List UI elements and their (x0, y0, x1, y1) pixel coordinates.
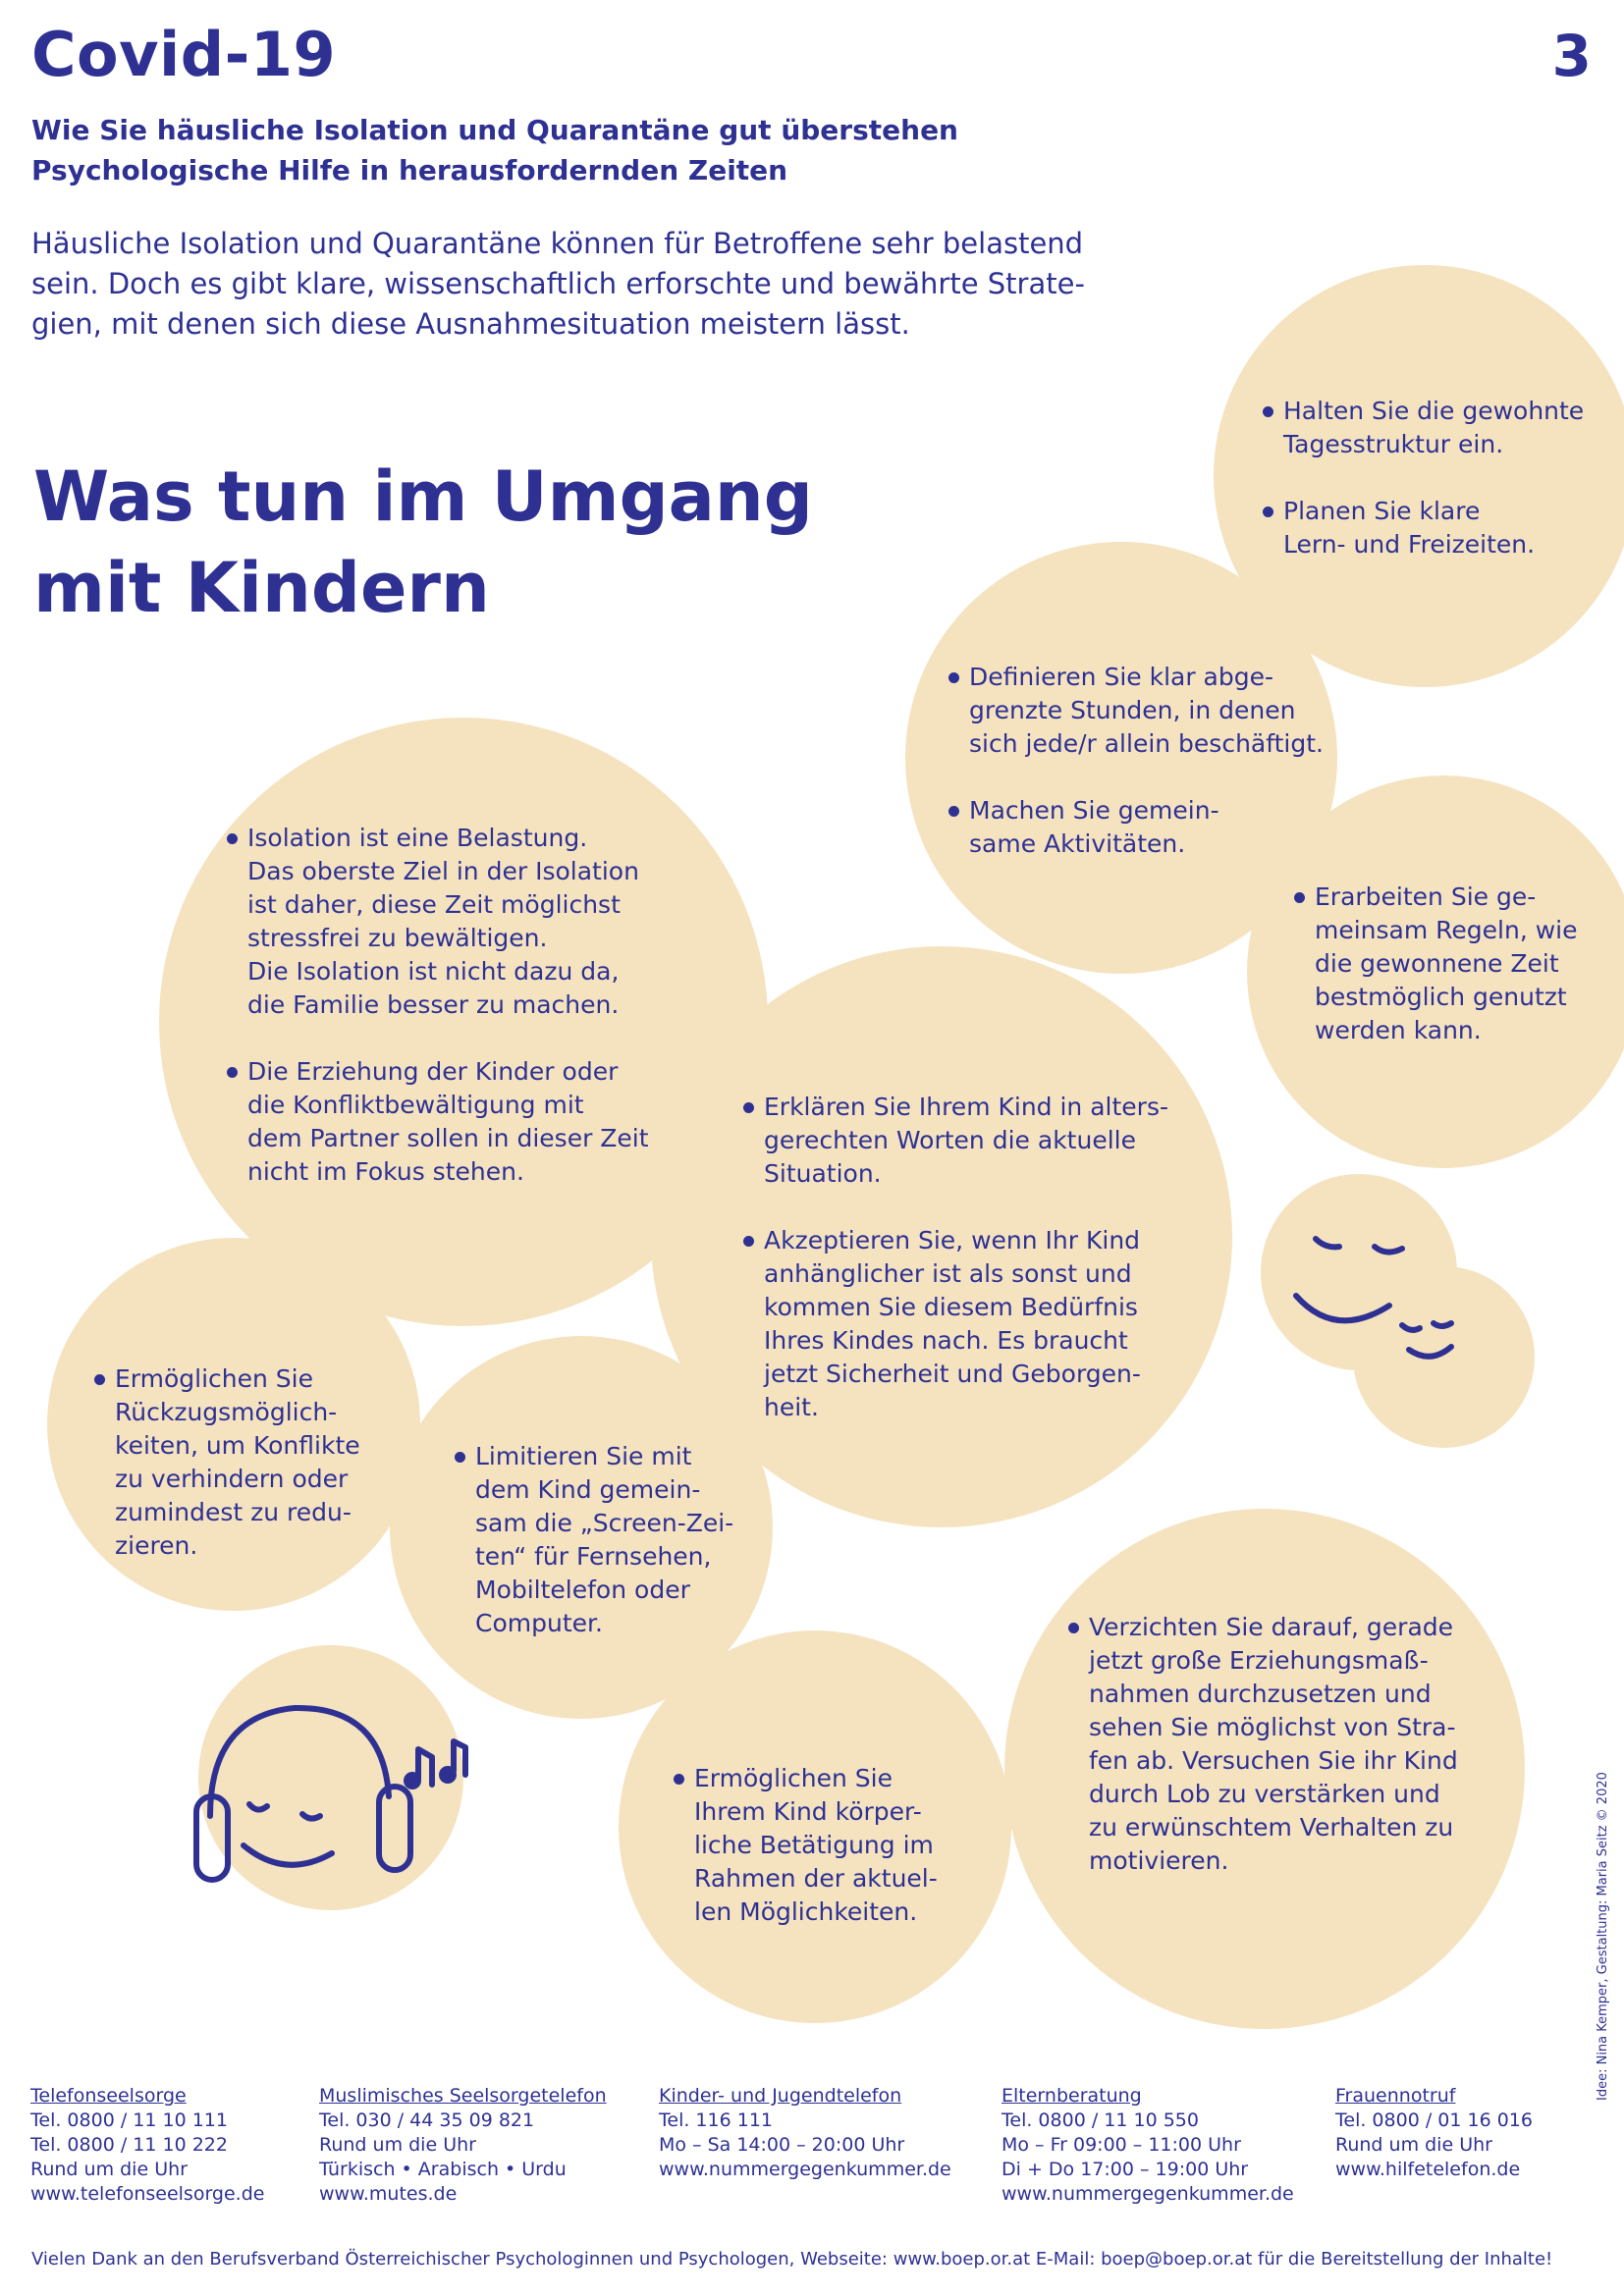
contact-line: Rund um die Uhr (1335, 2134, 1492, 2156)
item-line: Situation. (764, 1159, 882, 1188)
subtitle-secondary: Psychologische Hilfe in herausfordernden Zeiten (31, 154, 788, 187)
item-line: kommen Sie diesem Bedürfnis (764, 1293, 1138, 1321)
bubble-text-erziehung (1089, 1611, 1458, 1878)
list-item (1283, 395, 1584, 461)
item-line: Limitieren Sie mit (475, 1442, 692, 1470)
item-line: Ihres Kindes nach. Es braucht (764, 1326, 1128, 1355)
item-line: Rahmen der aktuel- (694, 1864, 938, 1893)
bubble-text-erklaeren (764, 1091, 1168, 1424)
subtitle: Wie Sie häusliche Isolation und Quarantäne gut überstehen (31, 114, 958, 146)
bullet-dot (94, 1374, 105, 1385)
item-line: len Möglichkeiten. (694, 1897, 918, 1926)
list-item (1283, 495, 1584, 561)
item-line: zumindest zu redu- (115, 1498, 352, 1526)
item-line: zu erwünschtem Verhalten zu (1089, 1813, 1454, 1842)
list-item (764, 1091, 1168, 1191)
bullet-dot (227, 833, 238, 844)
item-line: bestmöglich genutzt (1315, 983, 1567, 1011)
music-notes-icon (403, 1735, 481, 1804)
heading-line: mit Kindern (33, 548, 490, 628)
item-line: Erklären Sie Ihrem Kind in alters- (764, 1093, 1168, 1121)
contact-kinder-jugendtelefon (659, 2084, 951, 2182)
item-line: same Aktivitäten. (969, 829, 1186, 858)
contact-name: Kinder- und Jugendtelefon (659, 2085, 902, 2107)
bubble-text-stunden (969, 661, 1324, 861)
bullet-dot (1294, 892, 1305, 903)
smiling-faces-icon (1257, 1168, 1551, 1463)
section-heading (33, 452, 813, 634)
bullet-dot (1263, 406, 1273, 417)
intro-line: Häusliche Isolation und Quarantäne können für Betroffene sehr belastend (31, 227, 1084, 260)
item-line: dem Partner sollen in dieser Zeit (247, 1124, 649, 1152)
bullet-dot (1068, 1623, 1079, 1633)
bullet-dot (1263, 507, 1273, 517)
intro-paragraph (31, 224, 1085, 345)
contact-line: Tel. 0800 / 11 10 111 (30, 2109, 228, 2131)
design-credit: Idee: Nina Kemper, Gestaltung: Maria Seitz © 2020 (1596, 1772, 1610, 2101)
item-line: Ermöglichen Sie (115, 1364, 314, 1393)
list-item (247, 822, 649, 1022)
item-line: die Konfliktbewältigung mit (247, 1091, 584, 1119)
item-line: zieren. (115, 1531, 198, 1560)
thanks-note: Vielen Dank an den Berufsverband Österreichischer Psychologinnen und Psychologen, Webseite: www.boep.or.at E-Mail: boep@boep.or.at für die Bereitstellung der Inhalte! (31, 2249, 1553, 2269)
contact-link[interactable]: www.hilfetelefon.de (1335, 2159, 1521, 2180)
item-line: Mobiltelefon oder (475, 1575, 690, 1604)
item-line: Das oberste Ziel in der Isolation (247, 857, 639, 885)
contact-line: Di + Do 17:00 – 19:00 Uhr (1001, 2159, 1249, 2180)
contact-name: Telefonseelsorge (30, 2085, 187, 2107)
item-line: Planen Sie klare (1283, 497, 1481, 525)
contact-name: Muslimisches Seelsorgetelefon (319, 2085, 607, 2107)
bullet-dot (674, 1774, 684, 1785)
item-line: liche Betätigung im (694, 1831, 934, 1859)
bubble-text-screen (475, 1440, 733, 1640)
contact-elternberatung (1001, 2084, 1294, 2207)
contact-line: Tel. 0800 / 11 10 550 (1001, 2109, 1199, 2131)
item-line: jetzt große Erziehungsmaß- (1089, 1646, 1429, 1675)
contact-line: Tel. 0800 / 11 10 222 (30, 2134, 228, 2156)
item-line: ten“ für Fernsehen, (475, 1542, 712, 1571)
item-line: Die Erziehung der Kinder oder (247, 1057, 619, 1086)
contact-line: Türkisch • Arabisch • Urdu (319, 2159, 567, 2180)
list-item (969, 661, 1324, 761)
page-title: Covid-19 (31, 19, 337, 90)
item-line: sehen Sie möglichst von Stra- (1089, 1713, 1456, 1741)
bullet-dot (227, 1067, 238, 1078)
item-line: anhänglicher ist als sonst und (764, 1259, 1132, 1288)
contact-name: Frauennotruf (1335, 2085, 1456, 2107)
item-line: die Familie besser zu machen. (247, 990, 620, 1019)
item-line: stressfrei zu bewältigen. (247, 924, 548, 952)
item-line: heit. (764, 1393, 819, 1421)
contact-line: Rund um die Uhr (30, 2159, 188, 2180)
item-line: gerechten Worten die aktuelle (764, 1126, 1136, 1154)
item-line: Definieren Sie klar abge- (969, 663, 1274, 691)
contact-link[interactable]: www.nummergegenkummer.de (659, 2159, 951, 2180)
intro-line: gien, mit denen sich diese Ausnahmesituation meistern lässt. (31, 307, 910, 341)
heading-line: Was tun im Umgang (33, 456, 813, 537)
contact-telefonseelsorge (30, 2084, 264, 2207)
contact-line: Tel. 0800 / 01 16 016 (1335, 2109, 1533, 2131)
item-line: sich jede/r allein beschäftigt. (969, 729, 1324, 758)
item-line: werden kann. (1315, 1016, 1482, 1044)
item-line: durch Lob zu verstärken und (1089, 1780, 1440, 1808)
item-line: Verzichten Sie darauf, gerade (1089, 1613, 1454, 1641)
item-line: meinsam Regeln, wie (1315, 916, 1578, 944)
contact-link[interactable]: www.nummergegenkummer.de (1001, 2183, 1294, 2205)
bubble-text-regeln (1315, 881, 1578, 1047)
bullet-dot (948, 672, 959, 683)
list-item (1315, 881, 1578, 1047)
intro-line: sein. Doch es gibt klare, wissenschaftlich erforschte und bewährte Strate- (31, 267, 1085, 300)
item-line: ist daher, diese Zeit möglichst (247, 890, 621, 919)
contact-line: Tel. 030 / 44 35 09 821 (319, 2109, 535, 2131)
contact-frauennotruf (1335, 2084, 1533, 2182)
item-line: Ermöglichen Sie (694, 1764, 893, 1792)
item-line: fen ab. Versuchen Sie ihr Kind (1089, 1746, 1458, 1775)
list-item (115, 1362, 360, 1563)
item-line: sam die „Screen-Zei- (475, 1509, 734, 1537)
item-line: Computer. (475, 1609, 603, 1637)
item-line: zu verhindern oder (115, 1465, 349, 1493)
item-line: dem Kind gemein- (475, 1475, 701, 1504)
page-number: 3 (1551, 23, 1592, 89)
list-item (475, 1440, 733, 1640)
list-item (694, 1762, 938, 1929)
contact-name: Elternberatung (1001, 2085, 1142, 2107)
item-line: Rückzugsmöglich- (115, 1398, 338, 1426)
item-line: Die Isolation ist nicht dazu da, (247, 957, 620, 986)
contact-line: Tel. 116 111 (659, 2109, 773, 2131)
item-line: Isolation ist eine Belastung. (247, 824, 588, 852)
contact-line: Mo – Sa 14:00 – 20:00 Uhr (659, 2134, 905, 2156)
item-line: nicht im Fokus stehen. (247, 1157, 524, 1186)
list-item (247, 1055, 649, 1189)
item-line: Lern- und Freizeiten. (1283, 530, 1536, 559)
item-line: grenzte Stunden, in denen (969, 696, 1296, 724)
item-line: keiten, um Konflikte (115, 1431, 360, 1460)
item-line: Machen Sie gemein- (969, 796, 1219, 825)
item-line: Tagesstruktur ein. (1283, 430, 1504, 458)
bullet-dot (743, 1102, 754, 1113)
list-item (969, 794, 1324, 861)
list-item (1089, 1611, 1458, 1878)
item-line: motivieren. (1089, 1846, 1229, 1875)
bullet-dot (743, 1236, 754, 1247)
bubble-text-bewegung (694, 1762, 938, 1929)
item-line: Akzeptieren Sie, wenn Ihr Kind (764, 1226, 1141, 1255)
contact-link[interactable]: www.telefonseelsorge.de (30, 2183, 265, 2205)
list-item (764, 1224, 1168, 1424)
item-line: die gewonnene Zeit (1315, 949, 1559, 978)
item-line: Halten Sie die gewohnte (1283, 397, 1585, 425)
bullet-dot (455, 1452, 465, 1463)
bubble-text-isolation (247, 822, 649, 1189)
contact-muslimisches-seelsorgetelefon (319, 2084, 607, 2207)
contact-line: Mo – Fr 09:00 – 11:00 Uhr (1001, 2134, 1241, 2156)
item-line: Erarbeiten Sie ge- (1315, 882, 1537, 911)
bullet-dot (948, 806, 959, 817)
contact-line: Rund um die Uhr (319, 2134, 476, 2156)
item-line: jetzt Sicherheit und Geborgen- (764, 1360, 1141, 1388)
item-line: nahmen durchzusetzen und (1089, 1680, 1432, 1708)
bubble-text-rueckzug (115, 1362, 360, 1563)
item-line: Ihrem Kind körper- (694, 1797, 922, 1826)
bubble-text-tagesstruktur (1283, 395, 1584, 561)
contact-link[interactable]: www.mutes.de (319, 2183, 458, 2205)
